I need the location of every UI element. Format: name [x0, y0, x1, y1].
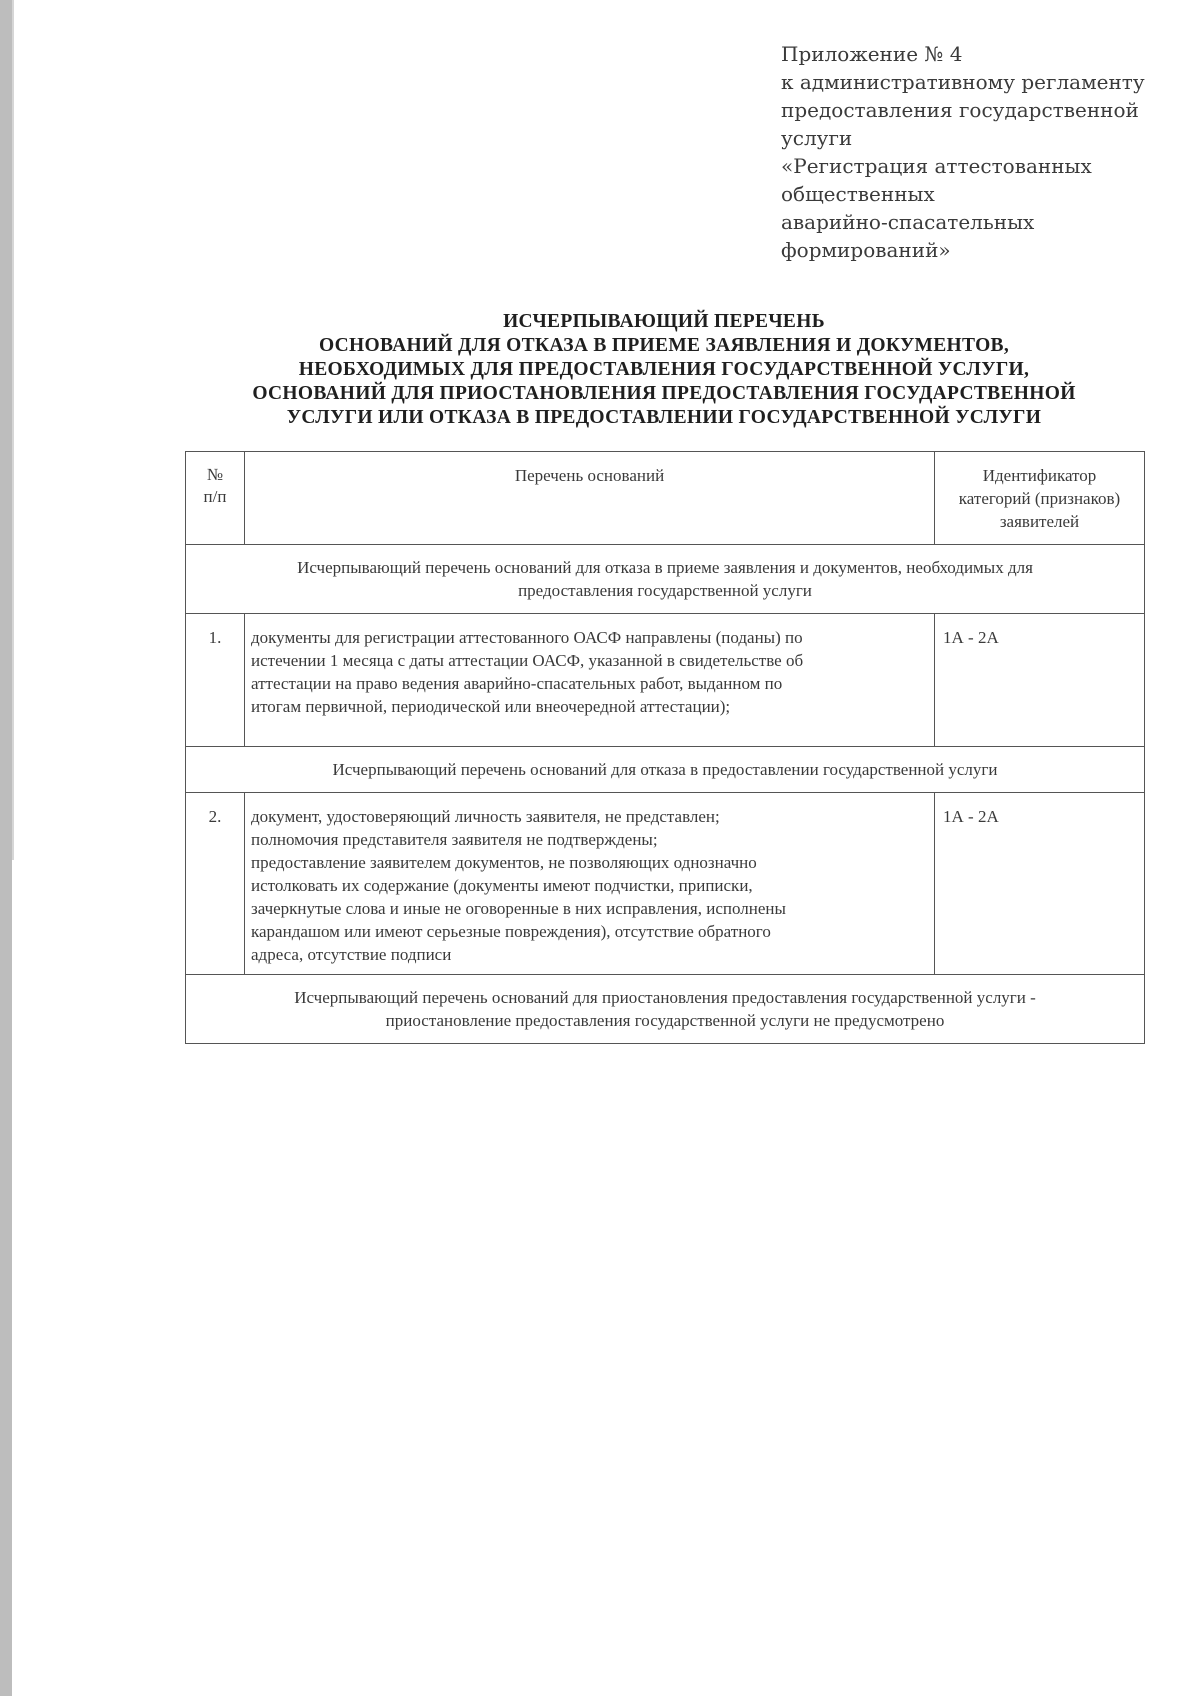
header-grounds-label: Перечень оснований	[514, 466, 665, 485]
header-number-label: п/п	[203, 487, 227, 506]
header-identifier-label: категорий (признаков)	[958, 489, 1121, 508]
grounds-line: предоставление заявителем документов, не позволяющих однозначно	[251, 853, 757, 872]
section-line: предоставления государственной услуги	[518, 581, 812, 600]
appendix-line: услуги	[781, 126, 853, 150]
appendix-line: предоставления государственной	[781, 98, 1139, 122]
scan-left-edge	[0, 0, 12, 1696]
section-line: Исчерпывающий перечень оснований для отказа в приеме заявления и документов, необходимых для	[297, 558, 1033, 577]
appendix-line: Приложение № 4	[781, 42, 963, 66]
section-suspension	[186, 975, 1145, 1044]
row-grounds-text	[245, 793, 935, 975]
row-number: 2.	[186, 793, 245, 975]
grounds-line: документы для регистрации аттестованного ОАСФ направлены (поданы) по	[251, 628, 803, 647]
section-refusal-service	[186, 747, 1145, 793]
section-line: Исчерпывающий перечень оснований для приостановления предоставления государственной услуги -	[294, 988, 1036, 1007]
title-line: ИСЧЕРПЫВАЮЩИЙ ПЕРЕЧЕНЬ	[503, 311, 825, 332]
row-number: 1.	[186, 614, 245, 747]
section-line: приостановление предоставления государственной услуги не предусмотрено	[385, 1011, 945, 1030]
table-row	[186, 793, 1145, 975]
grounds-line: карандашом или имеют серьезные повреждения), отсутствие обратного	[251, 922, 771, 941]
section-line: Исчерпывающий перечень оснований для отказа в предоставлении государственной услуги	[332, 760, 998, 779]
grounds-line: документ, удостоверяющий личность заявителя, не представлен;	[251, 807, 720, 826]
appendix-line: к административному регламенту	[781, 70, 1145, 94]
header-number-label: №	[206, 465, 224, 484]
section-row	[186, 747, 1145, 793]
grounds-table	[185, 451, 1145, 1044]
grounds-line: истолковать их содержание (документы имеют подчистки, приписки,	[251, 876, 753, 895]
title-line: УСЛУГИ ИЛИ ОТКАЗА В ПРЕДОСТАВЛЕНИИ ГОСУДАРСТВЕННОЙ УСЛУГИ	[286, 407, 1042, 428]
row-grounds-text	[245, 614, 935, 747]
appendix-line: аварийно-спасательных	[781, 210, 1035, 234]
title-line: НЕОБХОДИМЫХ ДЛЯ ПРЕДОСТАВЛЕНИЯ ГОСУДАРСТВЕННОЙ УСЛУГИ,	[298, 359, 1030, 380]
header-identifier-label: Идентификатор	[982, 466, 1097, 485]
table-row	[186, 614, 1145, 747]
grounds-line: аттестации на право ведения аварийно-спасательных работ, выданном по	[251, 674, 783, 693]
table-header-row	[186, 452, 1145, 545]
row-identifier: 1А - 2А	[935, 793, 1145, 975]
grounds-line: зачеркнутые слова и иные не оговоренные в них исправления, исполнены	[251, 899, 786, 918]
header-grounds-cell	[245, 452, 935, 545]
grounds-line: полномочия представителя заявителя не подтверждены;	[251, 830, 658, 849]
scan-left-edge-shadow	[12, 0, 14, 860]
section-refusal-acceptance	[186, 545, 1145, 614]
header-identifier-cell	[935, 452, 1145, 545]
row-identifier: 1А - 2А	[935, 614, 1145, 747]
appendix-reference	[781, 40, 1161, 264]
appendix-line: общественных	[781, 182, 935, 206]
title-line: ОСНОВАНИЙ ДЛЯ ПРИОСТАНОВЛЕНИЯ ПРЕДОСТАВЛЕНИЯ ГОСУДАРСТВЕННОЙ	[252, 383, 1076, 404]
header-number-cell	[186, 452, 245, 545]
grounds-line: итогам первичной, периодической или внеочередной аттестации);	[251, 697, 731, 716]
header-identifier-label: заявителей	[999, 512, 1080, 531]
title-line: ОСНОВАНИЙ ДЛЯ ОТКАЗА В ПРИЕМЕ ЗАЯВЛЕНИЯ И ДОКУМЕНТОВ,	[318, 335, 1010, 356]
grounds-line: адреса, отсутствие подписи	[251, 945, 452, 964]
section-row	[186, 545, 1145, 614]
section-row	[186, 975, 1145, 1044]
grounds-line: истечении 1 месяца с даты аттестации ОАСФ, указанной в свидетельстве об	[251, 651, 804, 670]
appendix-line: «Регистрация аттестованных	[781, 154, 1092, 178]
appendix-line: формирований»	[781, 238, 951, 262]
document-title	[200, 310, 1128, 430]
